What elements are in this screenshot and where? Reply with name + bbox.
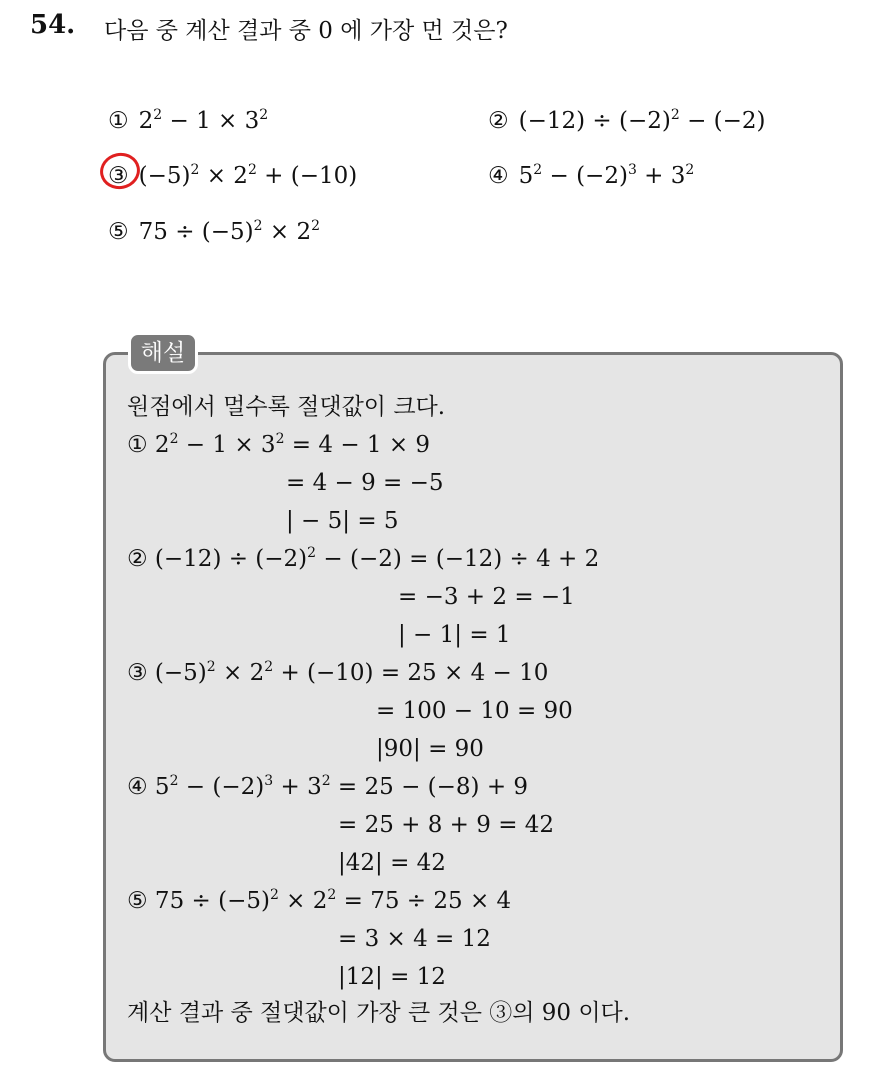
choice-mark: ④ — [488, 163, 509, 189]
solution-5-line-3: |12| = 12 — [338, 964, 446, 990]
question-text: 다음 중 계산 결과 중 0 에 가장 먼 것은? — [104, 18, 508, 44]
choice-4[interactable]: ④ $5^2 - (-2)^3 + 3^2$ — [488, 162, 695, 189]
explanation-conclusion: 계산 결과 중 절댓값이 가장 큰 것은 ③의 90 이다. — [127, 1000, 631, 1026]
choice-mark: ① — [108, 108, 129, 134]
solution-2-line-3: | − 1| = 1 — [398, 622, 511, 648]
choice-3[interactable]: ③ $(-5)^2 \times 2^2 + (-10)$ — [108, 162, 358, 189]
solution-2-line-2: = −3 + 2 = −1 — [398, 584, 575, 610]
solution-3-line-3: |90| = 90 — [376, 736, 484, 762]
choice-5[interactable]: ⑤ $75 \div (-5)^2 \times 2^2$ — [108, 218, 321, 245]
solution-4-line-3: |42| = 42 — [338, 850, 446, 876]
choice-mark: ② — [488, 108, 509, 134]
explanation-tag: 해설 — [128, 332, 198, 374]
choice-mark: ⑤ — [108, 219, 129, 245]
choice-mark: ③ — [108, 163, 129, 189]
solution-5-line-2: = 3 × 4 = 12 — [338, 926, 491, 952]
solution-4-line-1: ④ $5^2 - (-2)^3 + 3^2 = 25 - (-8) + 9$ — [127, 773, 529, 800]
solution-3-line-1: ③ $(-5)^2 \times 2^2 + (-10) = 25 \times 4 - 10$ — [127, 659, 549, 686]
solution-1-line-3: | − 5| = 5 — [286, 508, 399, 534]
solution-4-line-2: = 25 + 8 + 9 = 42 — [338, 812, 555, 838]
explanation-intro: 원점에서 멀수록 절댓값이 크다. — [127, 394, 446, 420]
choice-2[interactable]: ② $(-12) \div (-2)^2 - (-2)$ — [488, 107, 766, 134]
question-number: 54. — [30, 10, 76, 40]
solution-1-line-1: ① $2^2 - 1 \times 3^2 = 4 - 1 \times 9$ — [127, 431, 431, 458]
solution-2-line-1: ② $(-12) \div (-2)^2 - (-2) = (-12) \div 4 + 2$ — [127, 545, 600, 572]
solution-5-line-1: ⑤ $75 \div (-5)^2 \times 2^2 = 75 \div 25 \times 4$ — [127, 887, 512, 914]
solution-1-line-2: = 4 − 9 = −5 — [286, 470, 444, 496]
solution-3-line-2: = 100 − 10 = 90 — [376, 698, 573, 724]
choice-1[interactable]: ① $2^2 - 1 \times 3^2$ — [108, 107, 269, 134]
